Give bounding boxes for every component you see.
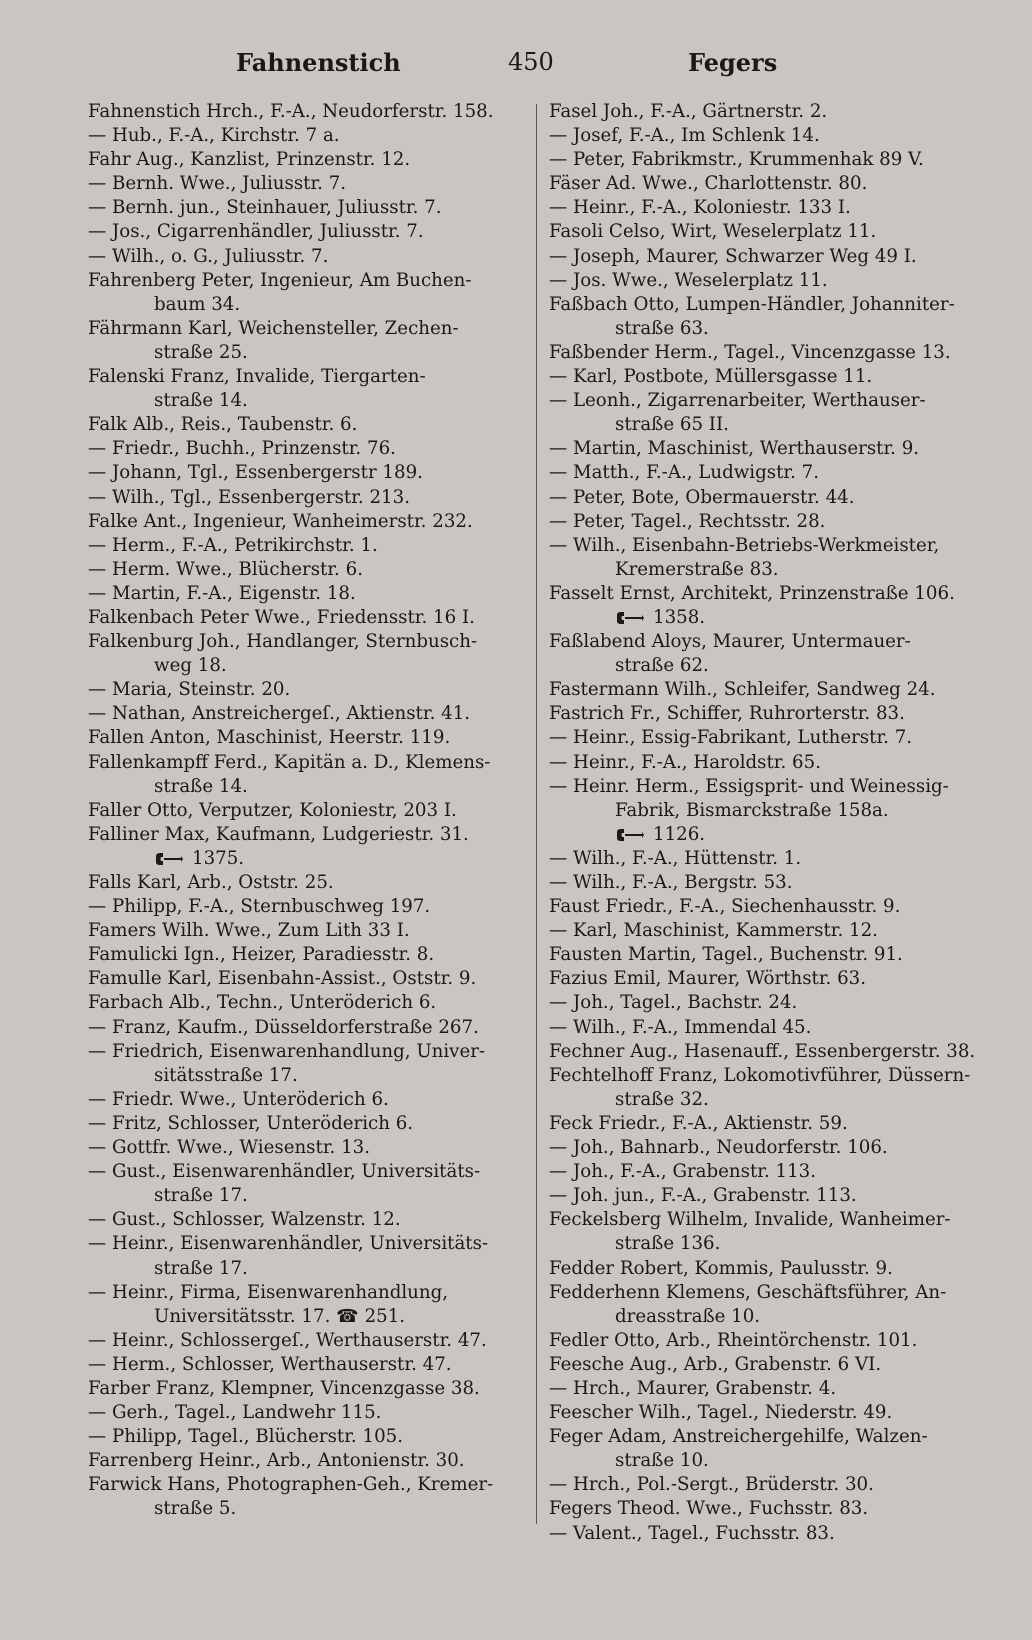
directory-entry-line [88,967,528,991]
entry-text: 1375. [192,847,245,869]
entry-text: straße 14. [154,390,248,412]
entry-text: straße 17. [154,1257,248,1279]
directory-entry-line [88,751,528,775]
directory-entry-line [88,799,528,823]
entry-text: Falke Ant., Ingenieur, Wanheimerstr. 232. [88,510,473,532]
entry-text: Fechtelhoff Franz, Lokomotivführer, Düssern- [549,1064,971,1086]
directory-entry-line [88,1377,528,1401]
directory-entry-line [549,895,989,919]
column-divider [536,104,537,1524]
entry-text: Famulle Karl, Eisenbahn-Assist., Oststr. 9. [88,968,477,990]
directory-entry-line [549,1136,989,1160]
entry-text: Feck Friedr., F.-A., Aktienstr. 59. [549,1112,848,1134]
directory-entry-line [549,1449,989,1473]
directory-entry-line [88,1473,528,1497]
directory-entry-line [88,1497,528,1521]
directory-entry-line [88,1401,528,1425]
entry-text: — Heinr., Firma, Eisenwarenhandlung, [88,1281,449,1303]
directory-entry-line [549,751,989,775]
directory-entry-line [88,991,528,1015]
entry-text: Farrenberg Heinr., Arb., Antonienstr. 30. [88,1450,465,1472]
directory-entry-line [88,1232,528,1256]
entry-text: — Friedrich, Eisenwarenhandlung, Univer- [88,1040,486,1062]
directory-entry-line [88,582,528,606]
directory-entry-line [549,317,989,341]
entry-text: straße 62. [615,655,709,677]
entry-text: — Heinr., Schlossergeſ., Werthauserstr. 47. [88,1329,487,1351]
entry-text: Fallen Anton, Maschinist, Heerstr. 119. [88,727,451,749]
directory-entry-line [549,871,989,895]
directory-entry-line [549,1160,989,1184]
entry-text: — Herm. Wwe., Blücherstr. 6. [88,558,363,580]
header-right-keyword: Fegers [688,48,778,77]
directory-entry-line [88,269,528,293]
directory-entry-line [549,1401,989,1425]
directory-entry-line [549,991,989,1015]
directory-entry-line [88,1329,528,1353]
entry-text: — Peter, Bote, Obermauerstr. 44. [549,486,855,508]
directory-entry-line [549,967,989,991]
directory-entry-line [549,1305,989,1329]
entry-text: — Philipp, F.-A., Sternbuschweg 197. [88,896,431,918]
directory-entry-line [88,1160,528,1184]
directory-entry-line [88,124,528,148]
entry-text: baum 34. [154,293,241,315]
directory-entry-line [549,919,989,943]
entry-text: straße 14. [154,775,248,797]
entry-text: — Joh. jun., F.-A., Grabenstr. 113. [549,1185,857,1207]
entry-text: — Jos. Wwe., Weselerplatz 11. [549,269,828,291]
directory-entry-line [549,775,989,799]
left-column [88,100,528,1522]
directory-entry-line [88,293,528,317]
directory-entry-line [88,341,528,365]
entry-text: — Franz, Kaufm., Düsseldorferstraße 267. [88,1016,479,1038]
entry-text: — Joseph, Maurer, Schwarzer Weg 49 I. [549,245,917,267]
entry-text: sitätsstraße 17. [154,1064,298,1086]
directory-entry-line [88,365,528,389]
entry-text: — Bernh. jun., Steinhauer, Juliusstr. 7. [88,197,442,219]
entry-text: — Wilh., o. G., Juliusstr. 7. [88,245,329,267]
directory-entry-line [549,437,989,461]
entry-text: — Herm., Schlosser, Werthauserstr. 47. [88,1353,452,1375]
entry-text: — Karl, Maschinist, Kammerstr. 12. [549,920,878,942]
directory-entry-line [88,823,528,847]
entry-text: Fallenkampff Ferd., Kapitän a. D., Klemens- [88,751,491,773]
directory-entry-line [549,413,989,437]
directory-entry-line [549,1232,989,1256]
directory-entry-line [88,606,528,630]
directory-entry-line [88,220,528,244]
directory-entry-line [549,269,989,293]
entry-text: straße 25. [154,341,248,363]
directory-entry-line [88,148,528,172]
entry-text: — Philipp, Tagel., Blücherstr. 105. [88,1426,403,1448]
entry-text: — Hrch., Maurer, Grabenstr. 4. [549,1377,837,1399]
entry-text: Fasoli Celso, Wirt, Weselerplatz 11. [549,221,877,243]
directory-entry-line [549,100,989,124]
entry-text: straße 63. [615,317,709,339]
entry-text: Faßbach Otto, Lumpen-Händler, Johanniter- [549,293,955,315]
directory-entry-line [549,799,989,823]
entry-text: — Heinr., Eisenwarenhändler, Universitäts- [88,1233,489,1255]
directory-entry-line [549,726,989,750]
entry-text: Falkenburg Joh., Handlanger, Sternbusch- [88,631,478,653]
directory-entry-line [549,510,989,534]
directory-entry-line [88,1016,528,1040]
directory-entry-line [88,726,528,750]
entry-text: — Hrch., Pol.-Sergt., Brüderstr. 30. [549,1474,874,1496]
telephone-icon [615,611,645,625]
entry-text: — Joh., Bahnarb., Neudorferstr. 106. [549,1137,888,1159]
directory-entry-line [549,1040,989,1064]
entry-text: Kremerstraße 83. [615,558,779,580]
entry-text: — Johann, Tgl., Essenbergerstr 189. [88,462,423,484]
entry-text: — Heinr. Herm., Essigsprit- und Weinessig- [549,775,949,797]
entry-text: Feckelsberg Wilhelm, Invalide, Wanheimer- [549,1209,951,1231]
entry-text: Fahr Aug., Kanzlist, Prinzenstr. 12. [88,149,411,171]
directory-entry-line [549,245,989,269]
directory-entry-line [88,437,528,461]
directory-entry-line [88,943,528,967]
page-number: 450 [508,48,554,76]
entry-text: — Wilh., F.-A., Bergstr. 53. [549,872,793,893]
directory-entry-line [549,534,989,558]
entry-text: 1358. [653,606,706,628]
entry-text: Falk Alb., Reis., Taubenstr. 6. [88,414,358,436]
directory-entry-line [549,1064,989,1088]
entry-text: — Bernh. Wwe., Juliusstr. 7. [88,173,347,195]
directory-entry-line [88,534,528,558]
entry-text: Fedder Robert, Kommis, Paulusstr. 9. [549,1257,893,1279]
directory-entry-line [88,245,528,269]
directory-entry-line [549,196,989,220]
directory-entry-line [549,1016,989,1040]
directory-entry-line [549,606,989,630]
directory-entry-line [88,510,528,534]
entry-text: — Peter, Tagel., Rechtsstr. 28. [549,510,826,532]
directory-entry-line [88,1112,528,1136]
directory-entry-line [88,461,528,485]
directory-entry-line [88,1040,528,1064]
entry-text: Fährmann Karl, Weichensteller, Zechen- [88,317,459,339]
entry-text: Fasselt Ernst, Architekt, Prinzenstraße 106. [549,582,955,604]
entry-text: Fahrenberg Peter, Ingenieur, Am Buchen- [88,269,472,291]
directory-entry-line [549,1425,989,1449]
entry-text: — Nathan, Anstreichergeſ., Aktienstr. 41. [88,703,471,725]
entry-text: Fasel Joh., F.-A., Gärtnerstr. 2. [549,101,828,122]
entry-text: Farwick Hans, Photographen-Geh., Kremer- [88,1474,494,1496]
directory-entry-line [88,317,528,341]
entry-text: — Gottfr. Wwe., Wiesenstr. 13. [88,1137,371,1159]
directory-entry-line [549,1281,989,1305]
entry-text: weg 18. [154,655,227,677]
directory-entry-line [88,1305,528,1329]
entry-text: — Valent., Tagel., Fuchsstr. 83. [549,1522,835,1544]
directory-entry-line [88,1281,528,1305]
directory-entry-line [88,702,528,726]
entry-text: — Hub., F.-A., Kirchstr. 7 a. [88,125,340,147]
directory-entry-line [549,582,989,606]
directory-entry-line [549,702,989,726]
directory-entry-line [549,124,989,148]
directory-entry-line [549,1112,989,1136]
directory-entry-line [549,654,989,678]
directory-entry-line [549,943,989,967]
header-left-keyword: Fahnenstich [236,48,401,77]
directory-entry-line [88,172,528,196]
directory-entry-line [88,1208,528,1232]
directory-entry-line [88,1425,528,1449]
entry-text: — Maria, Steinstr. 20. [88,679,291,701]
entry-text: — Gust., Eisenwarenhändler, Universitäts- [88,1161,481,1183]
directory-entry-line [88,871,528,895]
entry-text: Fastermann Wilh., Schleifer, Sandweg 24. [549,679,936,701]
entry-text: Faßbender Herm., Tagel., Vincenzgasse 13. [549,341,951,363]
entry-text: Faller Otto, Verputzer, Koloniestr, 203 I. [88,799,457,821]
directory-entry-line [549,148,989,172]
entry-text: 1126. [653,823,706,845]
directory-entry-line [549,486,989,510]
directory-entry-line [549,1497,989,1521]
directory-entry-line [88,678,528,702]
telephone-icon [615,828,645,842]
entry-text: Falenski Franz, Invalide, Tiergarten- [88,366,426,388]
entry-text: dreasstraße 10. [615,1305,761,1327]
telephone-icon [154,852,184,866]
directory-entry-line [88,1257,528,1281]
directory-entry-line [549,1088,989,1112]
entry-text: Fäser Ad. Wwe., Charlottenstr. 80. [549,173,868,195]
entry-text: — Gerh., Tagel., Landwehr 115. [88,1402,382,1424]
directory-entry-line [88,1184,528,1208]
directory-entry-line [88,1353,528,1377]
entry-text: — Fritz, Schlosser, Unteröderich 6. [88,1112,414,1134]
directory-entry-line [549,1522,989,1546]
entry-text: Falkenbach Peter Wwe., Friedensstr. 16 I. [88,606,475,628]
entry-text: Fahnenstich Hrch., F.-A., Neudorferstr. 158. [88,101,494,122]
directory-entry-line [549,678,989,702]
entry-text: Feger Adam, Anstreichergehilfe, Walzen- [549,1426,928,1448]
entry-text: Famers Wilh. Wwe., Zum Lith 33 I. [88,920,410,942]
entry-text: — Leonh., Zigarrenarbeiter, Werthauser- [549,390,926,412]
entry-text: straße 10. [615,1450,709,1472]
directory-entry-line [549,558,989,582]
entry-text: — Wilh., F.-A., Immendal 45. [549,1016,812,1038]
entry-text: Fegers Theod. Wwe., Fuchsstr. 83. [549,1498,869,1520]
right-column [549,100,989,1546]
directory-entry-line [88,389,528,413]
entry-text: Fazius Emil, Maurer, Wörthstr. 63. [549,968,867,990]
entry-text: — Martin, Maschinist, Werthauserstr. 9. [549,438,920,460]
entry-text: — Matth., F.-A., Ludwigstr. 7. [549,462,820,484]
directory-entry-line [549,1353,989,1377]
directory-entry-line [549,1329,989,1353]
entry-text: — Jos., Cigarrenhändler, Juliusstr. 7. [88,221,424,243]
directory-entry-line [549,293,989,317]
directory-entry-line [549,1377,989,1401]
entry-text: Fedderhenn Klemens, Geschäftsführer, An- [549,1281,947,1303]
entry-text: — Joh., F.-A., Grabenstr. 113. [549,1161,817,1183]
directory-entry-line [549,1473,989,1497]
directory-entry-line [88,919,528,943]
entry-text: straße 17. [154,1185,248,1207]
directory-entry-line [549,847,989,871]
directory-entry-line [88,558,528,582]
entry-text: Feescher Wilh., Tagel., Niederstr. 49. [549,1402,893,1424]
directory-entry-line [549,823,989,847]
directory-entry-line [88,847,528,871]
entry-text: — Herm., F.-A., Petrikirchstr. 1. [88,534,378,556]
directory-entry-line [549,630,989,654]
directory-entry-line [88,196,528,220]
directory-entry-line [549,461,989,485]
entry-text: Feesche Aug., Arb., Grabenstr. 6 VI. [549,1353,882,1375]
entry-text: Falliner Max, Kaufmann, Ludgeriestr. 31. [88,823,469,845]
entry-text: — Karl, Postbote, Müllersgasse 11. [549,366,873,388]
entry-text: straße 65 II. [615,414,729,436]
directory-entry-line [549,1184,989,1208]
entry-text: Farber Franz, Klempner, Vincenzgasse 38. [88,1377,480,1399]
entry-text: — Gust., Schlosser, Walzenstr. 12. [88,1209,401,1231]
page-header [0,48,1032,88]
directory-entry-line [88,1088,528,1112]
entry-text: — Friedr. Wwe., Unteröderich 6. [88,1088,389,1110]
directory-entry-line [88,630,528,654]
directory-entry-line [88,1449,528,1473]
entry-text: — Joh., Tagel., Bachstr. 24. [549,992,798,1014]
directory-entry-line [549,172,989,196]
entry-text: Faust Friedr., F.-A., Siechenhausstr. 9. [549,896,901,918]
directory-entry-line [88,775,528,799]
entry-text: straße 136. [615,1233,721,1255]
entry-text: Fausten Martin, Tagel., Buchenstr. 91. [549,944,903,966]
directory-entry-line [88,486,528,510]
entry-text: Fechner Aug., Hasenauff., Essenbergerstr. 38. [549,1040,976,1062]
entry-text: Famulicki Ign., Heizer, Paradiesstr. 8. [88,944,435,966]
entry-text: Fabrik, Bismarckstraße 158a. [615,799,889,821]
entry-text: Fastrich Fr., Schiffer, Ruhrorterstr. 83. [549,703,905,725]
entry-text: straße 5. [154,1498,237,1520]
directory-entry-line [88,100,528,124]
directory-entry-line [88,1136,528,1160]
directory-entry-line [549,220,989,244]
entry-text: — Josef, F.-A., Im Schlenk 14. [549,125,820,147]
entry-text: Farbach Alb., Techn., Unteröderich 6. [88,992,437,1014]
entry-text: — Wilh., Eisenbahn-Betriebs-Werkmeister, [549,534,940,556]
entry-text: — Heinr., F.-A., Haroldstr. 65. [549,751,821,773]
directory-entry-line [88,654,528,678]
directory-entry-line [88,1064,528,1088]
entry-text: — Friedr., Buchh., Prinzenstr. 76. [88,438,396,460]
entry-text: Universitätsstr. 17. ☎ 251. [154,1305,406,1327]
directory-entry-line [549,1257,989,1281]
entry-text: — Wilh., F.-A., Hüttenstr. 1. [549,847,802,869]
directory-entry-line [549,365,989,389]
directory-entry-line [88,895,528,919]
entry-text: Fedler Otto, Arb., Rheintörchenstr. 101. [549,1329,918,1351]
entry-text: — Wilh., Tgl., Essenbergerstr. 213. [88,486,410,508]
entry-text: straße 32. [615,1088,709,1110]
directory-entry-line [549,389,989,413]
entry-text: — Heinr., F.-A., Koloniestr. 133 I. [549,197,851,219]
entry-text: Faßlabend Aloys, Maurer, Untermauer- [549,631,911,653]
directory-entry-line [549,341,989,365]
entry-text: — Martin, F.-A., Eigenstr. 18. [88,582,356,604]
directory-entry-line [549,1208,989,1232]
entry-text: — Heinr., Essig-Fabrikant, Lutherstr. 7. [549,727,913,749]
entry-text: Falls Karl, Arb., Oststr. 25. [88,872,334,893]
entry-text: — Peter, Fabrikmstr., Krummenhak 89 V. [549,149,924,171]
directory-entry-line [88,413,528,437]
